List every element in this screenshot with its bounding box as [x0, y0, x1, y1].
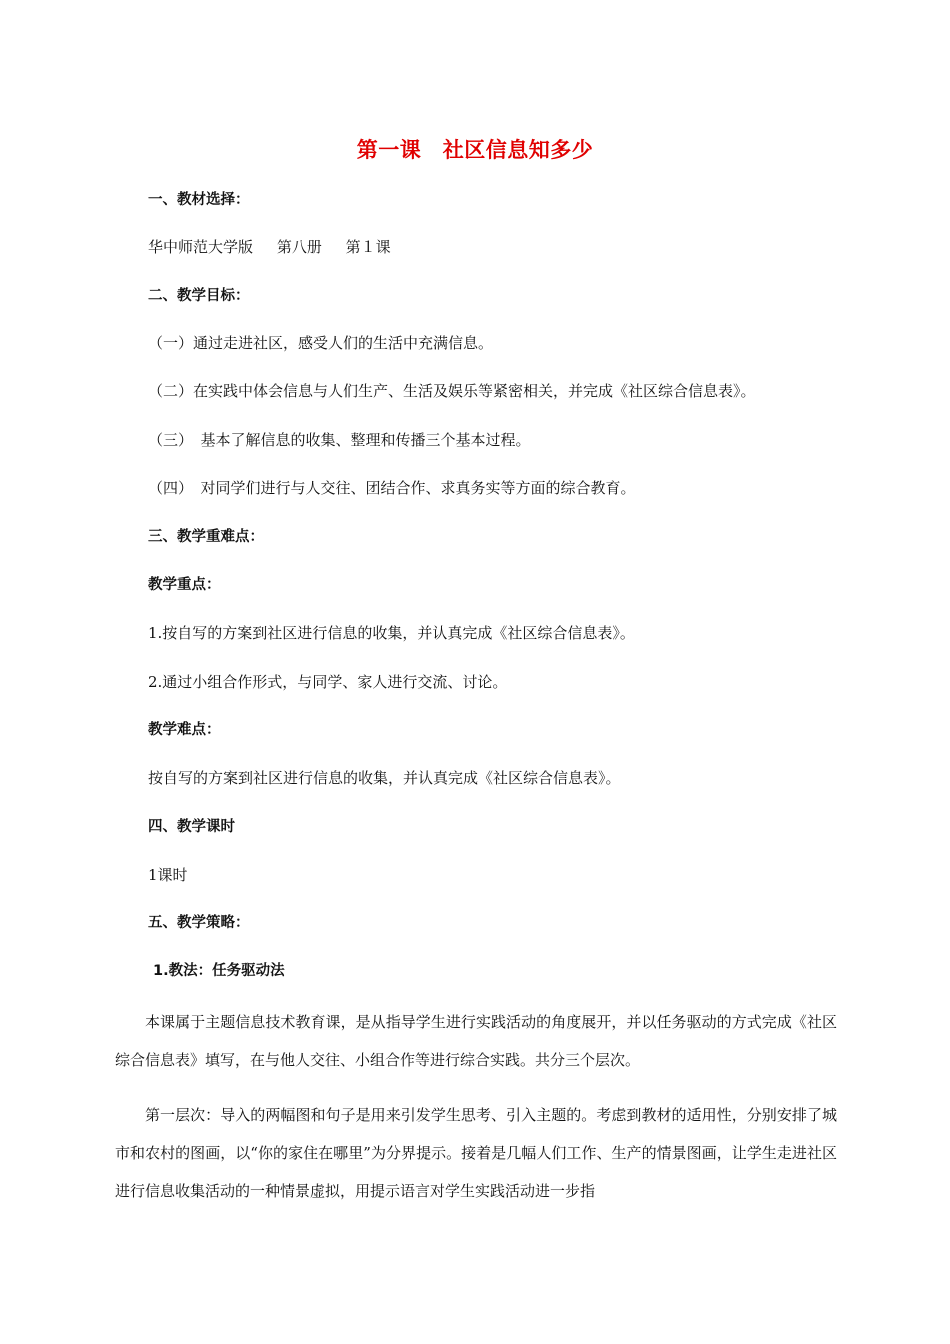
- materials-text: 华中师范大学版 第八册 第１课: [148, 238, 391, 256]
- goal-item: （二）在实践中体会信息与人们生产、生活及娱乐等紧密相关，并完成《社区综合信息表》。: [148, 382, 756, 400]
- goal-item: （三） 基本了解信息的收集、整理和传播三个基本过程。: [148, 431, 531, 449]
- section-heading-hours: 四、教学课时: [148, 819, 235, 835]
- subheading-difficult-points: 教学难点：: [148, 722, 221, 738]
- document-title: 第一课 社区信息知多少: [356, 138, 594, 162]
- section-heading-key-difficult: 三、教学重难点：: [148, 529, 264, 545]
- body-paragraph: 第一层次：导入的两幅图和句子是用来引发学生思考、引入主题的。考虑到教材的适用性，分别安排了城市和农村的图画，以“你的家住在哪里”为分界提示。接着是几幅人们工作、生产的情景图画，让学生走进社区进行信息收集活动的一种情景虚拟，用提示语言对学生实践活动进一步指: [115, 1106, 837, 1200]
- subheading-key-points: 教学重点：: [148, 577, 221, 593]
- goal-item: （一）通过走进社区，感受人们的生活中充满信息。: [148, 334, 494, 352]
- section-heading-goals: 二、教学目标：: [148, 288, 250, 304]
- key-point-item: 2.通过小组合作形式，与同学、家人进行交流、讨论。: [148, 673, 508, 691]
- difficult-point-text: 按自写的方案到社区进行信息的收集，并认真完成《社区综合信息表》。: [148, 769, 621, 787]
- subheading-method: 1.教法：任务驱动法: [148, 963, 285, 979]
- section-heading-materials: 一、教材选择：: [148, 192, 250, 208]
- body-paragraph: 本课属于主题信息技术教育课，是从指导学生进行实践活动的角度展开，并以任务驱动的方式完成《社区综合信息表》填写，在与他人交往、小组合作等进行综合实践。共分三个层次。: [115, 1013, 837, 1069]
- goal-item: （四） 对同学们进行与人交往、团结合作、求真务实等方面的综合教育。: [148, 479, 636, 497]
- section-heading-strategy: 五、教学策略：: [148, 915, 250, 931]
- hours-text: 1课时: [148, 866, 188, 884]
- key-point-item: 1.按自写的方案到社区进行信息的收集，并认真完成《社区综合信息表》。: [148, 624, 635, 642]
